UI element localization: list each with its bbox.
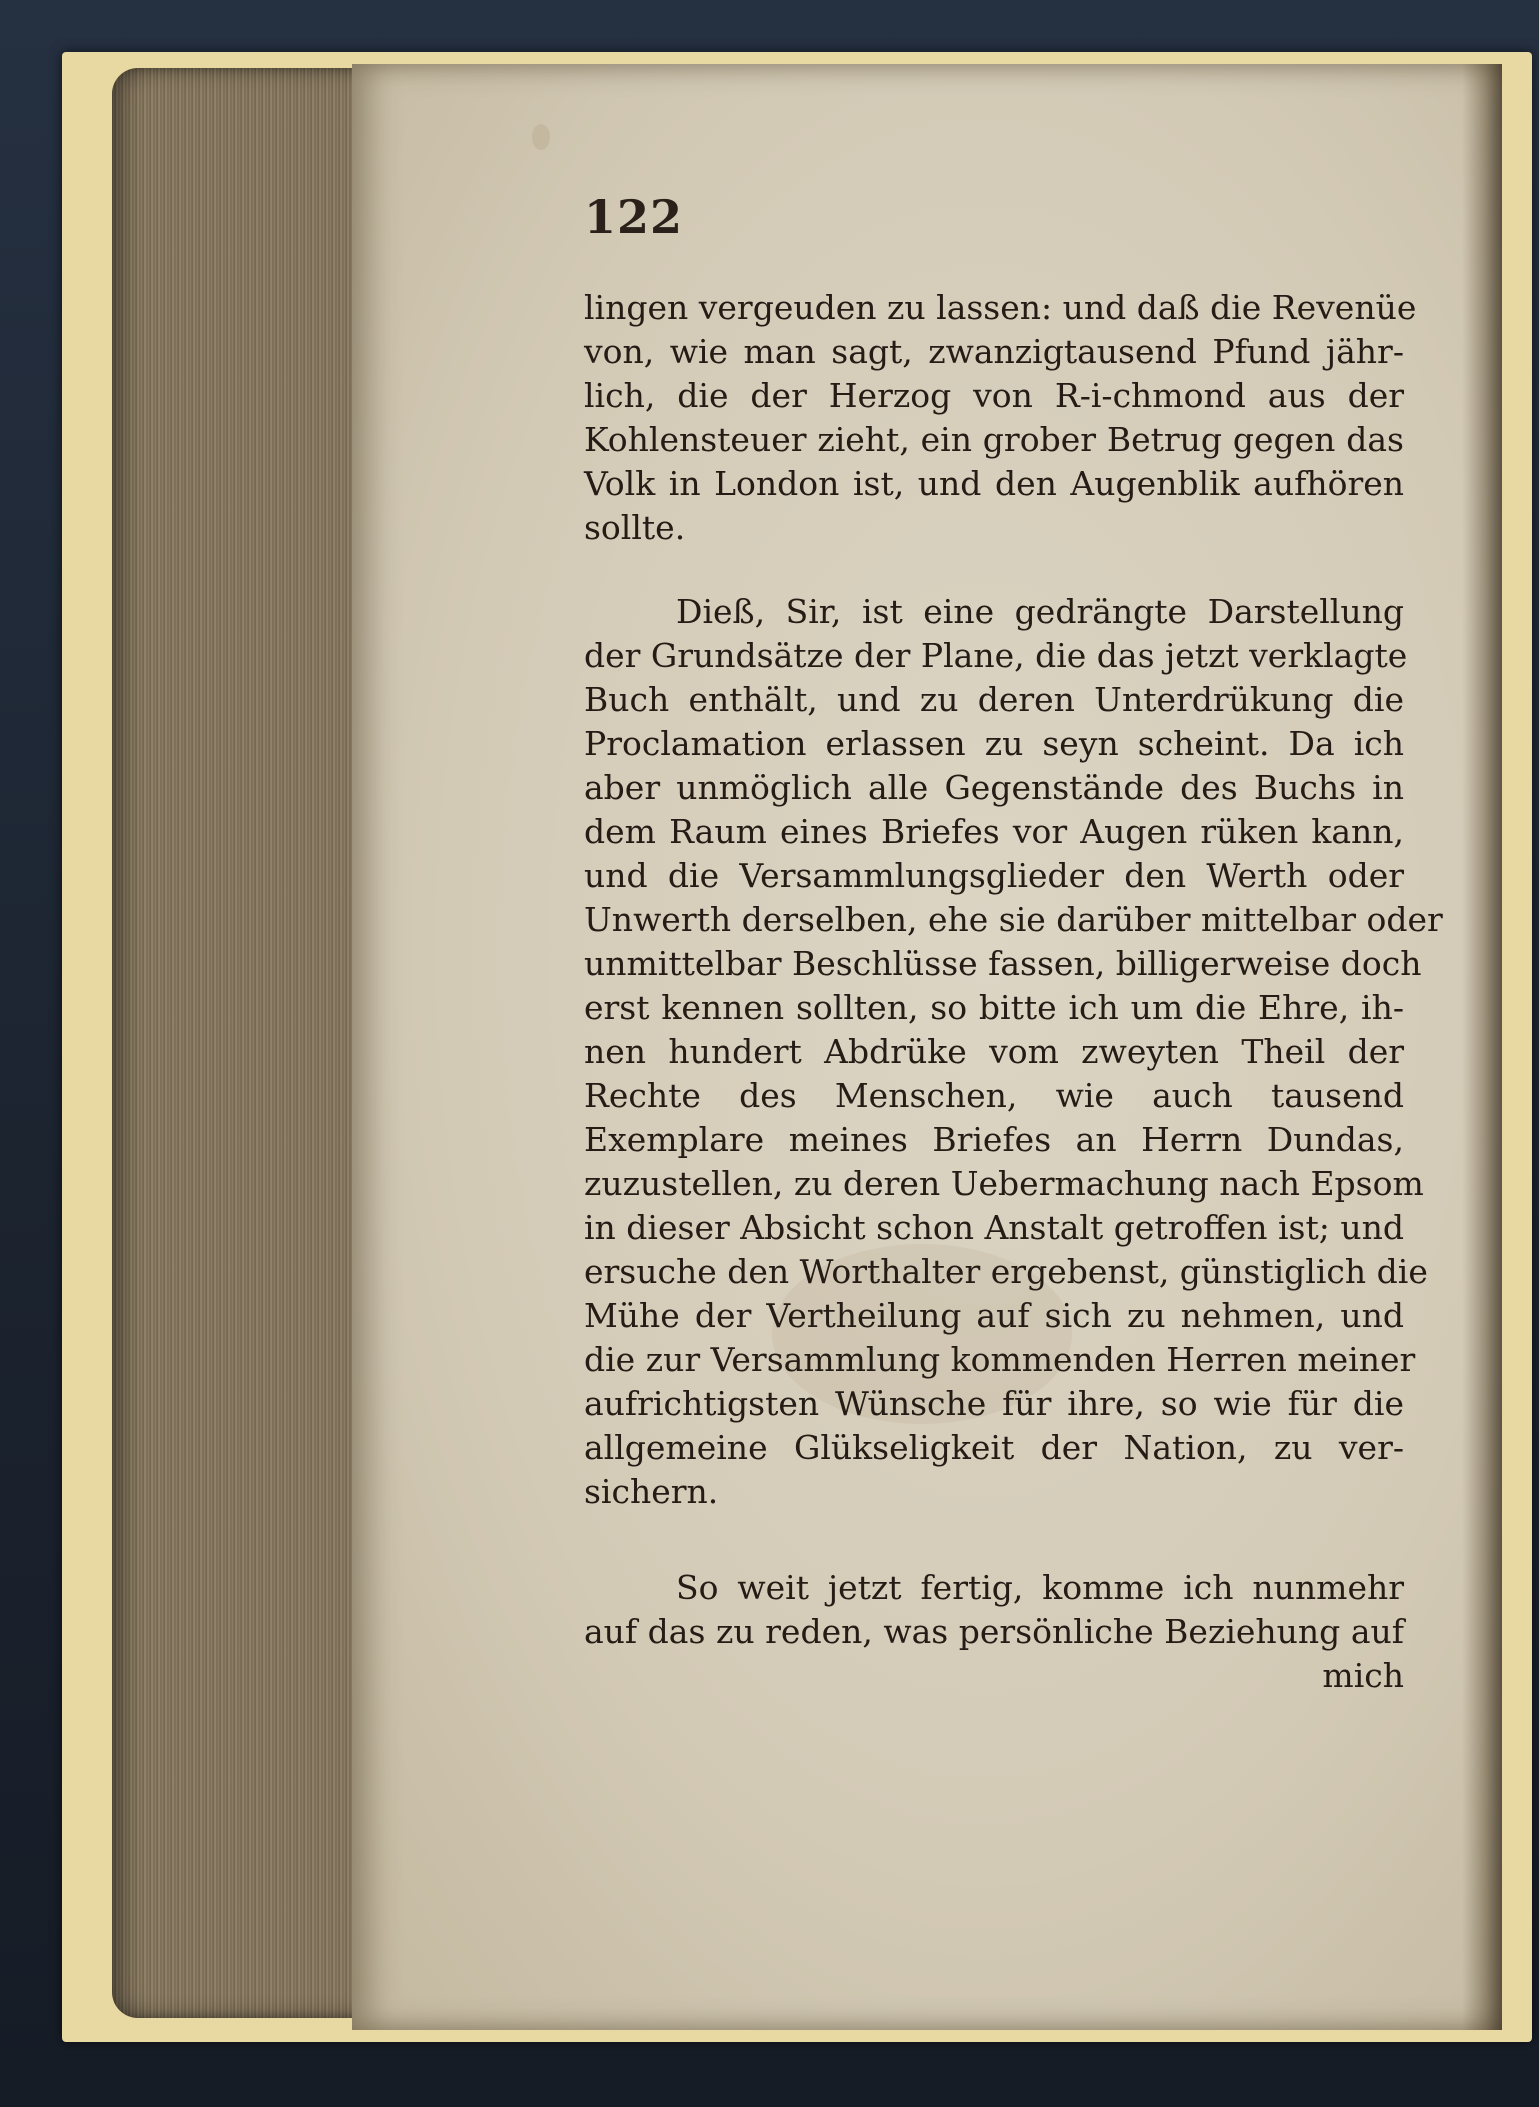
catchword: mich <box>1322 1656 1404 1695</box>
text-line: nen hundert Abdrüke vom zweyten Theil der <box>584 1032 1404 1071</box>
text-line: dem Raum eines Briefes vor Augen rüken kann, <box>584 812 1404 851</box>
text-line: So weit jetzt fertig, komme ich nunmehr <box>676 1568 1404 1607</box>
text-line: sollte. <box>584 508 686 547</box>
text-line: allgemeine Glükseligkeit der Nation, zu ver- <box>584 1428 1404 1467</box>
text-line: die zur Versammlung kommenden Herren meiner <box>584 1340 1416 1379</box>
text-line: der Grundsätze der Plane, die das jetzt verklagte <box>584 636 1408 675</box>
text-line: von, wie man sagt, zwanzigtausend Pfund jähr- <box>584 332 1404 371</box>
text-line: und die Versammlungsglieder den Werth oder <box>584 856 1404 895</box>
page-text <box>584 286 1443 1698</box>
text-line: lingen vergeuden zu lassen: und daß die Revenüe <box>584 288 1417 327</box>
text-line: ersuche den Worthalter ergebenst, günstiglich die <box>584 1252 1428 1291</box>
page-number: 122 <box>584 190 684 244</box>
text-line: Proclamation erlassen zu seyn scheint. Da ich <box>584 724 1404 763</box>
ink-stain <box>532 124 550 150</box>
text-line: Buch enthält, und zu deren Unterdrükung die <box>584 680 1404 719</box>
text-line: Exemplare meines Briefes an Herrn Dundas, <box>584 1120 1404 1159</box>
text-line: erst kennen sollten, so bitte ich um die Ehre, ih- <box>584 988 1404 1027</box>
text-line: aber unmöglich alle Gegenstände des Buchs in <box>584 768 1404 807</box>
text-line: in dieser Absicht schon Anstalt getroffen ist; und <box>584 1208 1404 1247</box>
text-line: Dieß, Sir, ist eine gedrängte Darstellung <box>676 592 1404 631</box>
paragraph <box>584 1566 1404 1654</box>
text-line: auf das zu reden, was persönliche Beziehung auf <box>584 1612 1404 1651</box>
text-line: Volk in London ist, und den Augenblik aufhören <box>584 464 1404 503</box>
text-line: sichern. <box>584 1472 719 1511</box>
page-edges <box>112 68 362 2018</box>
page-gutter-shadow <box>1462 64 1502 2030</box>
text-line: Unwerth derselben, ehe sie darüber mittelbar oder <box>584 900 1443 939</box>
text-line: unmittelbar Beschlüsse fassen, billigerweise doch <box>584 944 1422 983</box>
paragraph <box>584 590 1443 1514</box>
book-page <box>352 64 1502 2030</box>
text-line: lich, die der Herzog von R-i-chmond aus der <box>584 376 1404 415</box>
text-line: aufrichtigsten Wünsche für ihre, so wie für die <box>584 1384 1404 1423</box>
text-line: Mühe der Vertheilung auf sich zu nehmen, und <box>584 1296 1404 1335</box>
text-line: Kohlensteuer zieht, ein grober Betrug gegen das <box>584 420 1404 459</box>
text-line: zuzustellen, zu deren Uebermachung nach Epsom <box>584 1164 1424 1203</box>
text-line: Rechte des Menschen, wie auch tausend <box>584 1076 1404 1115</box>
paragraph <box>584 286 1417 550</box>
